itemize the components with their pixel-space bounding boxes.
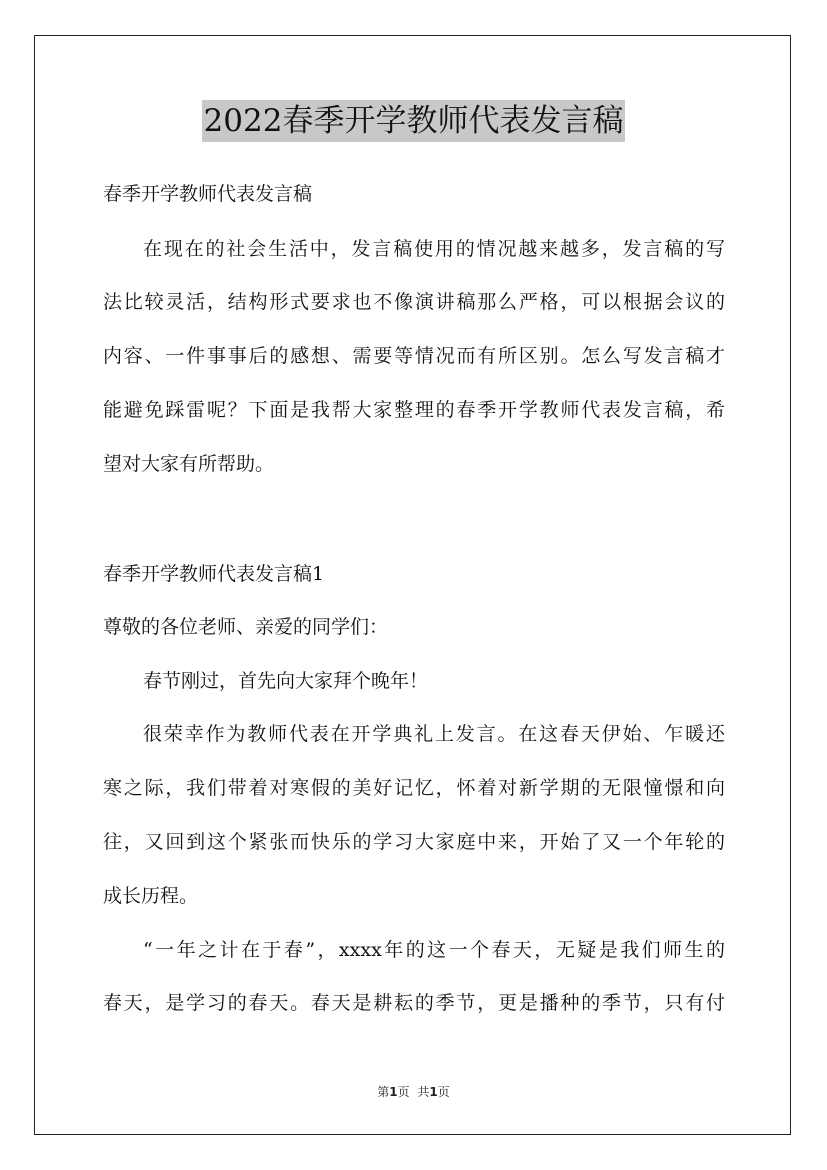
paragraph-line: 春天，是学习的春天。春天是耕耘的季节，更是播种的季节，只有付 [103, 992, 725, 1014]
document-title-text: 2022春季开学教师代表发言稿 [202, 100, 626, 142]
page-prefix: 第 [377, 1085, 390, 1099]
paragraph-line: 寒之际，我们带着对寒假的美好记忆，怀着对新学期的无限憧憬和向 [103, 777, 725, 799]
page-number: 1 [389, 1085, 398, 1099]
page-footer [0, 1084, 827, 1100]
document-title [0, 100, 827, 142]
intro-line: 能避免踩雷呢？下面是我帮大家整理的春季开学教师代表发言稿，希 [103, 399, 725, 421]
document-subtitle: 春季开学教师代表发言稿 [103, 183, 313, 205]
page-suffix: 页 [397, 1085, 410, 1099]
total-prefix: 共 [417, 1085, 430, 1099]
section-title: 春季开学教师代表发言稿1 [103, 563, 325, 585]
intro-line: 内容、一件事事后的感想、需要等情况而有所区别。怎么写发言稿才 [103, 345, 725, 367]
total-pages: 1 [429, 1085, 438, 1099]
paragraph-line: “一年之计在于春”，xxxx年的这一个春天，无疑是我们师生的 [143, 939, 725, 961]
total-suffix: 页 [437, 1085, 450, 1099]
intro-line: 法比较灵活，结构形式要求也不像演讲稿那么严格，可以根据会议的 [103, 291, 725, 313]
paragraph-line: 春节刚过，首先向大家拜个晚年！ [143, 670, 429, 692]
paragraph-line: 往，又回到这个紧张而快乐的学习大家庭中来，开始了又一个年轮的 [103, 831, 725, 853]
greeting: 尊敬的各位老师、亲爱的同学们： [103, 616, 389, 638]
intro-line: 在现在的社会生活中，发言稿使用的情况越来越多，发言稿的写 [143, 238, 725, 260]
paragraph-line: 成长历程。 [103, 885, 199, 907]
intro-line: 望对大家有所帮助。 [103, 453, 275, 475]
paragraph-line: 很荣幸作为教师代表在开学典礼上发言。在这春天伊始、乍暖还 [143, 723, 725, 745]
